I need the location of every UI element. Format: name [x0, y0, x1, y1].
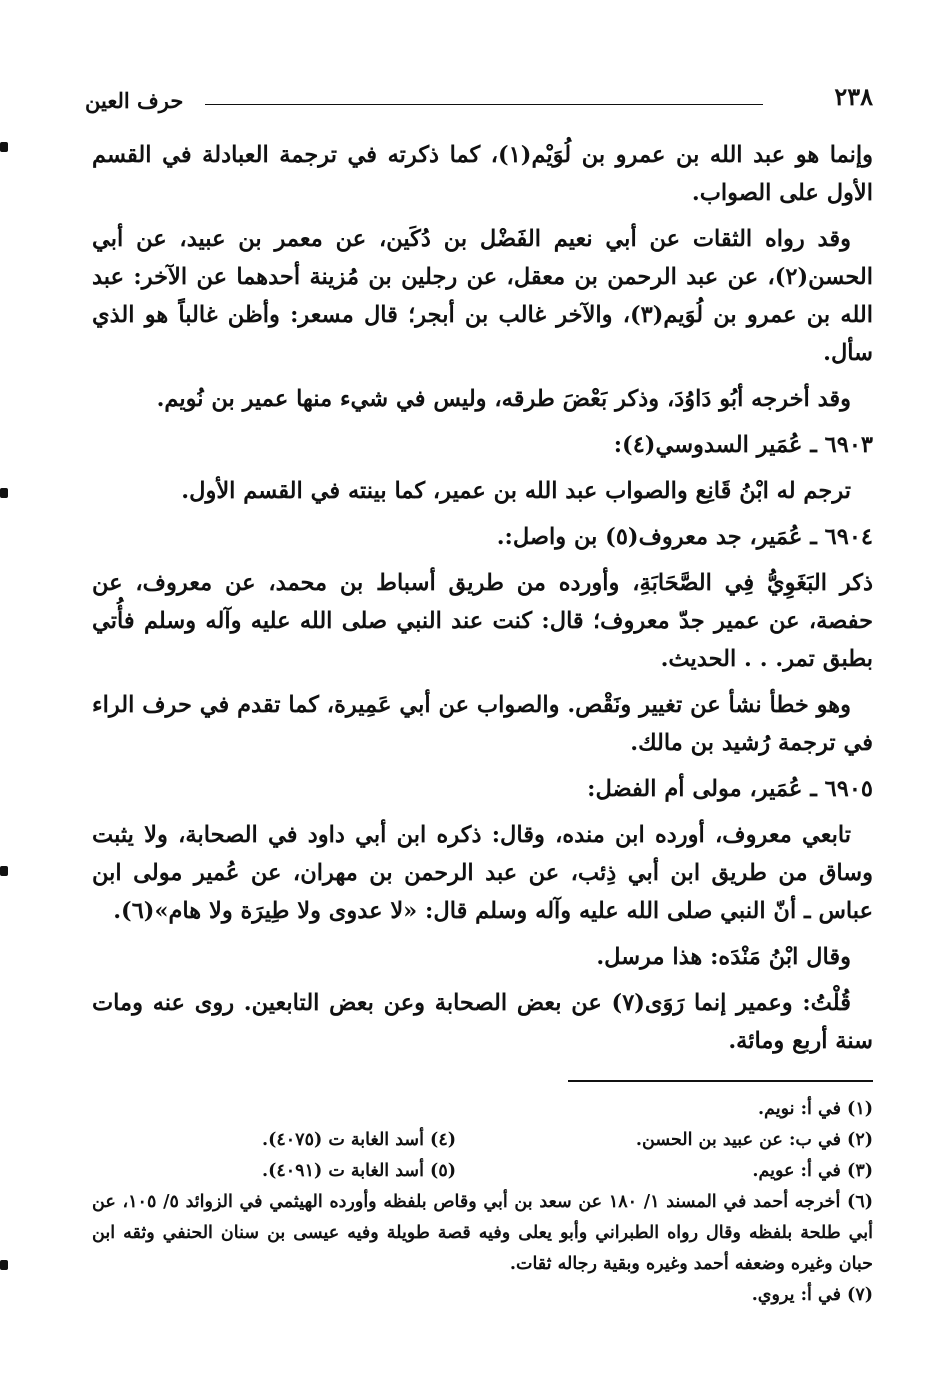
footnote-row [92, 1156, 873, 1187]
footnote: (٢) في ب: عن عبيد بن الحسن. [635, 1130, 873, 1150]
entry-heading-6904 [92, 518, 873, 556]
paragraph: وقد أخرجه أبُو دَاوُدَ، وذكر بَعْضَ طرقه، وليس في شيء منها عمير بن نُويم. [156, 386, 851, 412]
footnote-row [92, 1125, 873, 1156]
footnote: (٤) أسد الغابة ت (٤٠٧٥). [262, 1130, 457, 1150]
footnote: (٧) في أ: يروي. [751, 1285, 873, 1305]
header-rule [205, 104, 763, 105]
footnote: (٣) في أ: عويم. [752, 1161, 873, 1181]
entry-name: عُمَير السدوسي(٤): [613, 432, 803, 458]
main-text [92, 136, 873, 1068]
running-title: حرف العين [85, 88, 184, 113]
footnotes [92, 1094, 873, 1311]
footnote-rule [568, 1080, 873, 1082]
entry-number: ٦٩٠٥ ـ [810, 776, 873, 802]
entry-heading-6905 [92, 770, 873, 808]
paragraph: قُلْتُ: وعمير إنما رَوَى(٧) عن بعض الصحابة وعن بعض التابعين. روى عنه ومات سنة أربع ومائة. [92, 990, 873, 1054]
footnote: (١) في أ: نويم. [757, 1099, 873, 1119]
paragraph: وقد رواه الثقات عن أبي نعيم الفَضْل بن دُكَين، عن معمر بن عبيد، عن أبي الحسن(٢)، عن عبد الرحمن بن معقل، عن رجلين بن مُزينة أحدهما عن الآخر: عبد الله بن عمرو بن لُوَيم(٣)، والآخر غالب بن أبجر؛ قال مسعر: وأظن غالباً هو الذي سأل. [92, 226, 874, 366]
paragraph: تابعي معروف، أورده ابن منده، وقال: ذكره ابن أبي داود في الصحابة، ولا يثبت وساق من طريق ابن أبي ذِئب، عن عبد الرحمن بن مهران، عن عُمير مولى ابن عباس ـ أنّ النبي صلى الله عليه وآله وسلم قال: «لا عدوى ولا طِيرَة ولا هام»(٦). [92, 822, 873, 924]
entry-number: ٦٩٠٣ ـ [810, 432, 873, 458]
scan-edge-mark [0, 866, 8, 876]
entry-heading-6903 [92, 426, 873, 464]
paragraph: ذكر البَغَوِيُّ فِي الصَّحَابَةِ، وأورده من طريق أسباط بن محمد، عن معروف، عن حفصة، عن عمير جدّ معروف؛ قال: كنت عند النبي صلى الله عليه وآله وسلم فأُتي بطبق تمر. . . الحديث. [92, 570, 873, 672]
footnote: (٦) أخرجه أحمد في المسند ١/ ١٨٠ عن سعد بن أبي وقاص بلفظه وأورده الهيثمي في الزوائد ٥/ ١٠٥، عن أبي طلحة بلفظه وقال رواه الطبراني وأبو يعلى وفيه قصة طويلة وفيه عيسى بن سنان الحنفي وثقه ابن حبان وغيره وضعفه أحمد وغيره وبقية رجاله ثقات. [92, 1192, 874, 1274]
scan-edge-mark [0, 488, 8, 498]
page-header [85, 80, 873, 120]
paragraph: وهو خطأ نشأ عن تغيير ونَقْص. والصواب عن أبي عَمِيرة، كما تقدم في حرف الراء في ترجمة رُشيد بن مالك. [92, 692, 873, 756]
entry-name: عُمَير، مولى أم الفضل: [587, 776, 803, 802]
scan-edge-mark [0, 1260, 8, 1270]
entry-name: عُمَير، جد معروف(٥) بن واصل:. [496, 524, 803, 550]
footnote: (٥) أسد الغابة ت (٤٠٩١). [262, 1161, 457, 1181]
entry-number: ٦٩٠٤ ـ [810, 524, 873, 550]
paragraph: وقال ابْنُ مَنْدَه: هذا مرسل. [596, 944, 851, 970]
page-number: ٢٣٨ [834, 82, 873, 111]
paragraph: ترجم له ابْنُ قَانِع والصواب عبد الله بن عمير، كما بينته في القسم الأول. [181, 478, 851, 504]
paragraph: وإنما هو عبد الله بن عمرو بن لُوَيْم(١)، كما ذكرته في ترجمة العبادلة في القسم الأول على الصواب. [92, 142, 874, 206]
scan-edge-mark [0, 142, 8, 152]
